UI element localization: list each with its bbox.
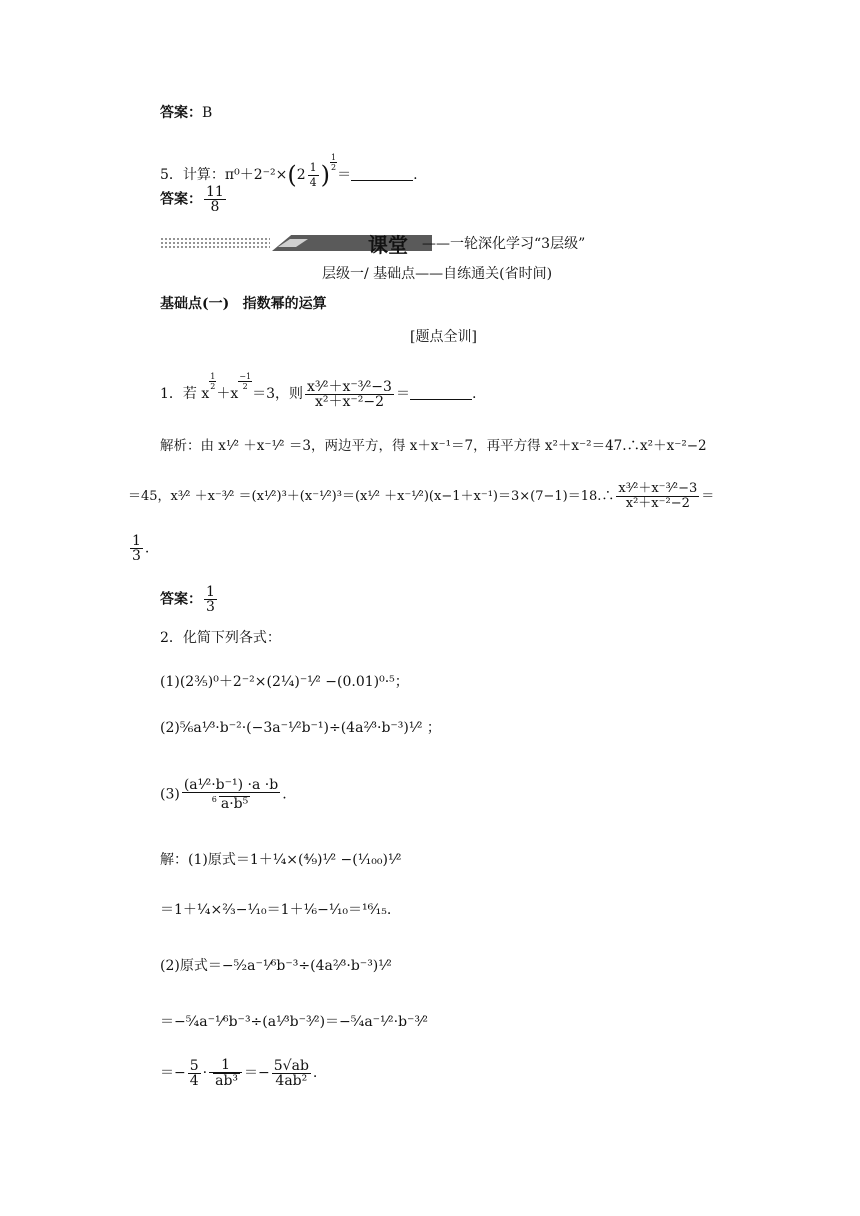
mixed-fraction: $\frac{1}{4}$	[309, 160, 317, 189]
answer-line	[160, 103, 212, 123]
fraction-2: $\frac{1}{\text{ab³}}$	[209, 1058, 242, 1088]
question-number: 5．计算：	[160, 167, 225, 183]
solution-1-line-2	[128, 482, 714, 511]
question-1: 1．若 x $\frac{1}{2}$ ＋x $\frac{-1}{2}$ ＝3，则 $\frac{\text{x³⁄²＋x⁻³⁄²−3}}{\text{x²＋x⁻²−2}}$ ＝ .	[160, 372, 477, 410]
part-3-fraction: $\frac{\text{(a¹⁄²·b⁻¹) ·a ·b}}{^6 a\cdot b^5}$	[183, 777, 279, 812]
result-fraction: $\frac{1}{3}$	[132, 533, 141, 564]
answer-value: B	[202, 105, 213, 121]
banner-title: 课堂	[368, 233, 408, 257]
solution-2-line-2: ＝1＋¹⁄₄×²⁄₃−¹⁄₁₀＝1＋¹⁄₆−¹⁄₁₀＝¹⁶⁄₁₅.	[160, 902, 392, 918]
solution-2-line-4: ＝−⁵⁄₄a⁻¹⁄⁶b⁻³÷(a¹⁄³b⁻³⁄²)＝−⁵⁄₄a⁻¹⁄²·b⁻³⁄²	[160, 1014, 428, 1030]
answer-fraction: $\frac{1}{3}$	[206, 584, 215, 615]
answer-blank	[351, 168, 413, 181]
banner-subtitle: ——一轮深化学习“3层级”	[422, 236, 586, 252]
answer-5	[160, 185, 228, 214]
equals: ＝	[395, 386, 410, 402]
answer-label: 答案：	[160, 591, 202, 608]
section-label: 基础点(一)	[160, 296, 230, 312]
mixed-whole: 2	[296, 167, 306, 183]
period: .	[144, 540, 150, 557]
solution-2-line-3: (2)原式＝−⁵⁄₂a⁻¹⁄⁶b⁻³÷(4a²⁄³·b⁻³)¹⁄²	[160, 958, 392, 974]
solution-text: ＝45，x³⁄² ＋x⁻³⁄² ＝(x¹⁄²)³＋(x⁻¹⁄²)³＝(x¹⁄² ＋x⁻¹⁄²)(x−1＋x⁻¹)＝3×(7−1)＝18.∴	[128, 489, 615, 504]
level-heading: 层级一/ 基础点——自练通关(省时间)	[322, 266, 553, 282]
question-2-part-1: (1)(2³⁄₅)⁰＋2⁻²×(2¹⁄₄)⁻¹⁄² −(0.01)⁰·⁵；	[160, 674, 409, 690]
question-expression: π⁰＋2⁻²×	[224, 167, 288, 183]
question-text-2: ＝3，则	[252, 386, 303, 402]
question-2-part-2: (2)⁵⁄₆a¹⁄³·b⁻²·(−3a⁻¹⁄²b⁻¹)÷(4a²⁄³·b⁻³)¹⁄² ；	[160, 720, 441, 736]
equals-minus: ＝−	[244, 1065, 270, 1081]
equals: ＝	[337, 167, 352, 183]
fraction-1: $\frac{5}{4}$	[189, 1057, 199, 1089]
left-paren: (	[287, 161, 297, 189]
period: .	[282, 786, 287, 803]
part-label: (3)	[160, 786, 180, 803]
solution-fraction: $\frac{\text{x³⁄²＋x⁻³⁄²−3}}{\text{x²＋x⁻²−2}}$	[618, 481, 698, 511]
period: .	[471, 386, 477, 402]
fraction-3: $\frac{5√ab}{\text{4ab²}}$	[273, 1057, 309, 1089]
section-banner	[160, 232, 700, 257]
solution-2-line-1: 解：(1)原式＝1＋¹⁄₄×(⁴⁄₉)¹⁄² −(¹⁄₁₀₀)¹⁄²	[160, 852, 402, 868]
period: .	[312, 1065, 318, 1081]
right-paren: )	[320, 161, 331, 189]
dotted-pattern	[160, 237, 270, 249]
minus: ＝−	[160, 1065, 186, 1081]
solution-1-line-1: 解析：由 x¹⁄² ＋x⁻¹⁄² ＝3，两边平方，得 x＋x⁻¹＝7，再平方得 x²＋x⁻²＝47.∴x²＋x⁻²−2	[160, 438, 707, 454]
answer-blank	[410, 387, 472, 400]
answer-fraction: $\frac{11}{8}$	[206, 184, 224, 215]
question-text: 1．若	[160, 386, 197, 402]
section-heading	[160, 294, 327, 314]
section-title: 指数幂的运算	[242, 296, 327, 312]
question-2-title: 2．化简下列各式：	[160, 630, 281, 646]
solution-1-result	[128, 534, 149, 563]
question-fraction: $\frac{\text{x³⁄²＋x⁻³⁄²−3}}{\text{x²＋x⁻²−2}}$	[307, 378, 392, 410]
answer-label: 答案：	[160, 105, 202, 121]
exponent-fraction: $\frac{1}{2}$	[331, 153, 337, 172]
answer-label: 答案：	[160, 191, 202, 208]
equals: ＝	[701, 489, 715, 504]
question-2-part-3	[160, 778, 287, 811]
solution-2-line-5: ＝− $\frac{5}{4}$ · $\frac{1}{\text{ab³}}$ ＝− $\frac{5√ab}{\text{4ab²}}$ .	[160, 1057, 318, 1089]
drill-heading: [题点全训]	[410, 329, 477, 345]
answer-1	[160, 585, 219, 614]
period: .	[413, 167, 418, 183]
